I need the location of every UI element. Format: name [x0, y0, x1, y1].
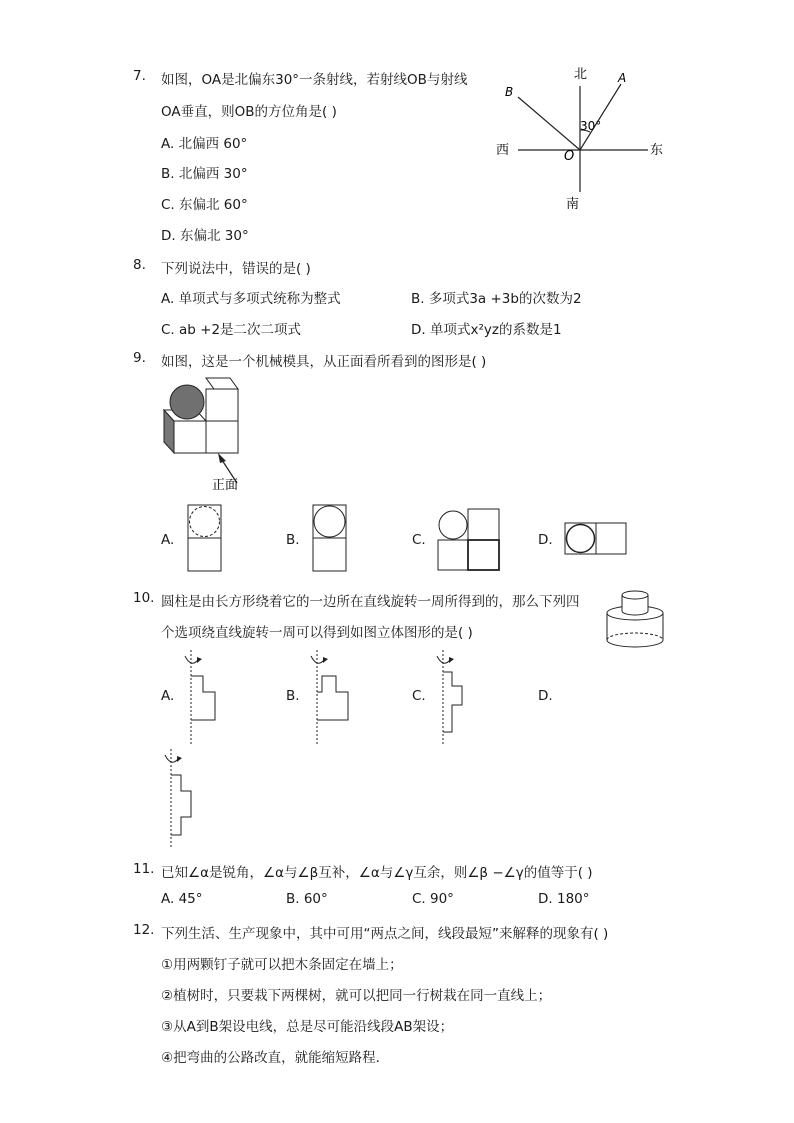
- q9-option-d-figure[interactable]: [563, 521, 629, 557]
- q8-option-a[interactable]: A. 单项式与多项式统称为整式: [161, 291, 341, 307]
- q9-front-label: 正面: [212, 478, 239, 493]
- q10-option-b-figure[interactable]: [306, 648, 356, 746]
- q10-option-a-figure[interactable]: [180, 648, 225, 746]
- q9-option-d-label[interactable]: D.: [538, 532, 553, 548]
- q7-ray-oa: [580, 84, 621, 150]
- q8-option-c[interactable]: C. ab +2是二次二项式: [161, 322, 302, 338]
- q12-item-3: ③从A到B架设电线，总是尽可能沿线段AB架设；: [161, 1019, 454, 1035]
- q9-stem: 如图，这是一个机械模具，从正面看所看到的图形是( ): [161, 354, 487, 370]
- q10-stem-line1: 圆柱是由长方形绕着它的一边所在直线旋转一周所得到的，那么下列四: [161, 594, 580, 610]
- q12-item-4: ④把弯曲的公路改直，就能缩短路程．: [161, 1050, 390, 1066]
- q12-item-2: ②植树时，只要栽下两棵树，就可以把同一行树栽在同一直线上；: [161, 988, 552, 1004]
- q10-option-d-figure[interactable]: [160, 747, 210, 850]
- q7-label-b: B: [505, 85, 514, 99]
- q10-option-d-label[interactable]: D.: [538, 688, 553, 704]
- q10-stem-line2: 个选项绕直线旋转一周可以得到如图立体图形的是( ): [161, 625, 473, 641]
- q7-label-a: A: [618, 71, 627, 85]
- q12-stem: 下列生活、生产现象中，其中可用“两点之间，线段最短”来解释的现象有( ): [161, 926, 609, 942]
- q8-stem: 下列说法中，错误的是( ): [161, 261, 311, 277]
- q11-number: 11.: [133, 861, 155, 877]
- q7-label-origin: O: [564, 149, 575, 164]
- q7-option-b[interactable]: B. 北偏西 30°: [161, 166, 248, 182]
- q9-option-a-figure[interactable]: [185, 503, 225, 575]
- q7-option-a[interactable]: A. 北偏西 60°: [161, 136, 248, 152]
- q8-option-b[interactable]: B. 多项式3a +3b的次数为2: [411, 291, 582, 307]
- q10-option-c-label[interactable]: C.: [412, 688, 426, 704]
- q8-option-d[interactable]: D. 单项式x²yz的系数是1: [411, 322, 562, 338]
- q12-number: 12.: [133, 922, 155, 938]
- q7-compass-figure: [490, 62, 670, 217]
- q11-option-a[interactable]: A. 45°: [161, 891, 203, 907]
- q10-solid-figure: [603, 587, 669, 651]
- q7-number: 7.: [133, 68, 146, 84]
- q11-option-b[interactable]: B. 60°: [286, 891, 328, 907]
- q7-option-c[interactable]: C. 东偏北 60°: [161, 197, 248, 213]
- q9-number: 9.: [133, 350, 146, 366]
- q10-option-a-label[interactable]: A.: [161, 688, 175, 704]
- q9-mold-figure: [160, 375, 260, 495]
- q10-option-c-figure[interactable]: [432, 648, 477, 746]
- q11-option-c[interactable]: C. 90°: [412, 891, 454, 907]
- q7-label-angle: 30°: [580, 119, 602, 133]
- q9-option-c-figure[interactable]: [435, 507, 503, 573]
- q9-option-c-label[interactable]: C.: [412, 532, 426, 548]
- q9-option-b-figure[interactable]: [310, 503, 350, 575]
- q8-number: 8.: [133, 257, 146, 273]
- q11-stem: 已知∠α是锐角，∠α与∠β互补，∠α与∠γ互余，则∠β −∠γ的值等于( ): [161, 865, 593, 881]
- q10-number: 10.: [133, 590, 155, 606]
- q7-stem-line2: OA垂直，则OB的方位角是( ): [161, 104, 337, 120]
- q7-label-east: 东: [650, 143, 664, 158]
- q7-label-west: 西: [496, 143, 510, 158]
- q7-label-south: 南: [566, 197, 580, 212]
- q9-option-b-label[interactable]: B.: [286, 532, 300, 548]
- q7-ray-ob: [518, 97, 580, 150]
- q7-label-north: 北: [574, 67, 588, 82]
- q11-option-d[interactable]: D. 180°: [538, 891, 590, 907]
- q12-item-1: ①用两颗钉子就可以把木条固定在墙上；: [161, 957, 403, 973]
- q7-stem-line1: 如图，OA是北偏东30°一条射线，若射线OB与射线: [161, 72, 468, 88]
- q7-option-d[interactable]: D. 东偏北 30°: [161, 228, 249, 244]
- q10-option-b-label[interactable]: B.: [286, 688, 300, 704]
- q9-ball-shape: [170, 385, 204, 419]
- q9-option-a-label[interactable]: A.: [161, 532, 175, 548]
